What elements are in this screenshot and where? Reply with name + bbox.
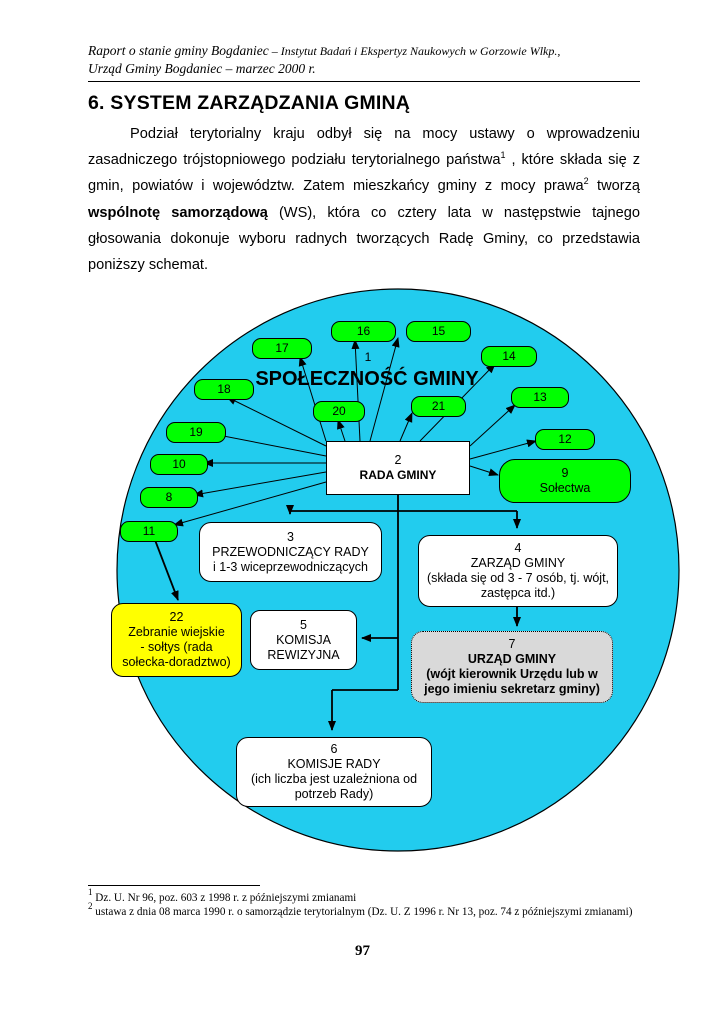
przewodniczacy-box (199, 522, 382, 582)
footnote-2-number: 2 (88, 900, 93, 911)
pill-21: 21 (411, 396, 466, 417)
pill-15: 15 (406, 321, 471, 342)
zebranie-line3: sołecka-doradztwo) (122, 655, 231, 669)
urzad-box (411, 631, 613, 703)
komisje-rady-number: 6 (330, 742, 338, 756)
komisja-rewizyjna-line2: REWIZYJNA (267, 647, 340, 662)
urzad-number: 7 (508, 637, 516, 651)
header-report-title: Raport o stanie gminy Bogdaniec (88, 43, 269, 58)
footnote-1 (88, 887, 648, 906)
solectwa-label: Sołectwa (539, 481, 591, 495)
komisje-rady-line1: KOMISJE RADY (287, 757, 381, 771)
przewodniczacy-number: 3 (287, 529, 294, 544)
zarzad-line2: (składa się od 3 - 7 osób, tj. wójt, (426, 571, 610, 585)
komisje-rady-box (236, 737, 432, 807)
para-bold-term: wspólnotę samorządową (88, 204, 268, 221)
komisje-rady-line2: (ich liczba jest uzależniona od (250, 772, 418, 786)
rada-label: RADA GMINY (359, 468, 437, 482)
komisja-rewizyjna-line1: KOMISJA (276, 632, 331, 647)
para-text-4: (WS), która co cztery lata w następstwie tajnego głosowania dokonuje wyboru radnych tworzących Radę Gminy, co przedstawia poniższy schemat. (88, 204, 640, 274)
footnote-2-text: ustawa z dnia 08 marca 1990 r. o samorządzie terytorialnym (Dz. U. Z 1996 r. Nr 13, poz. 74 z późniejszymi zmianami) (92, 905, 633, 918)
solectwa-number: 9 (561, 466, 569, 480)
zarzad-line3: zastępca itd.) (480, 586, 556, 600)
przewodniczacy-line1: PRZEWODNICZĄCY RADY (212, 544, 369, 559)
urzad-line2: (wójt kierownik Urzędu lub w (426, 667, 598, 681)
zebranie-line2: - sołtys (rada (140, 640, 213, 654)
pill-11: 11 (120, 521, 178, 542)
zarzad-box (418, 535, 618, 607)
section-title: 6. SYSTEM ZARZĄDZANIA GMINĄ (88, 92, 411, 114)
page-number: 97 (355, 943, 370, 959)
header-institute: – Instytut Badań i Ekspertyz Naukowych w Gorzowie Wlkp., (268, 44, 561, 58)
circle-number: 1 (364, 349, 372, 364)
pill-14: 14 (481, 346, 537, 367)
footnote-1-text: Dz. U. Nr 96, poz. 603 z 1998 r. z późniejszymi zmianami (92, 892, 357, 904)
zebranie-box (111, 603, 242, 677)
pill-20: 20 (313, 401, 365, 422)
pill-19: 19 (166, 422, 226, 443)
urzad-line1: URZĄD GMINY (467, 652, 557, 666)
urzad-line3: jego imieniu sekretarz gminy) (424, 682, 600, 696)
zebranie-number: 22 (169, 610, 184, 624)
komisja-rewizyjna-number: 5 (300, 617, 307, 632)
footnotes (88, 887, 648, 919)
community-title: SPOŁECZNOŚĆ GMINY (255, 367, 479, 390)
zarzad-line1: ZARZĄD GMINY (470, 556, 566, 570)
pill-12: 12 (535, 429, 595, 450)
komisja-rewizyjna-box (250, 610, 357, 670)
rada-number: 2 (394, 453, 402, 467)
footnote-ref-1[interactable]: 1 (500, 150, 506, 161)
footnote-ref-2[interactable]: 2 (583, 176, 589, 187)
solectwa-box (499, 459, 631, 503)
zarzad-number: 4 (514, 541, 522, 555)
rada-gminy-box (326, 441, 470, 495)
pill-13: 13 (511, 387, 569, 408)
para-text-1: Podział terytorialny kraju odbył się na mocy ustawy o wprowadzeniu zasadniczego trójstopniowego podziału terytorialnego państwa (88, 126, 640, 169)
footnote-divider (88, 885, 260, 886)
footnote-1-number: 1 (88, 887, 93, 897)
para-text-3: tworzą (588, 178, 640, 195)
pill-10: 10 (150, 454, 208, 475)
pill-8: 8 (140, 487, 198, 508)
pill-17: 17 (252, 338, 312, 359)
footnote-2 (88, 900, 648, 920)
para-text-2: , które składa się z gmin, powiatów i województw. Zatem mieszkańcy gminy z mocy prawa (88, 152, 640, 195)
zebranie-line1: Zebranie wiejskie (128, 625, 225, 639)
pill-16: 16 (331, 321, 396, 342)
pill-18: 18 (194, 379, 254, 400)
header-line-2: Urząd Gminy Bogdaniec – marzec 2000 r. (88, 61, 316, 76)
komisje-rady-line3: potrzeb Rady) (294, 787, 374, 801)
przewodniczacy-line2: i 1-3 wiceprzewodniczących (213, 559, 368, 574)
